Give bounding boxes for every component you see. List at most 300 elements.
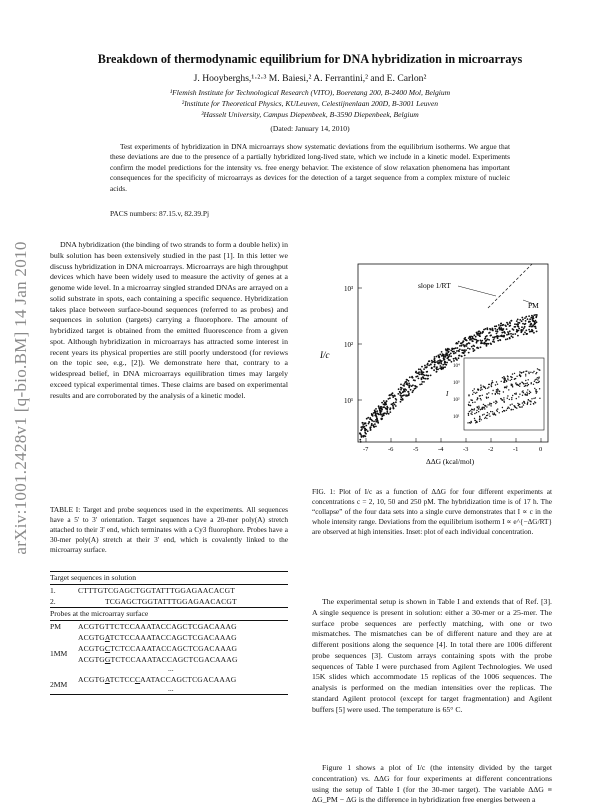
data-point bbox=[412, 384, 414, 386]
data-point bbox=[455, 352, 457, 354]
inset-data-point bbox=[496, 389, 497, 390]
inset-data-point bbox=[495, 414, 496, 415]
inset-data-point bbox=[472, 402, 473, 403]
inset-data-point bbox=[534, 401, 535, 402]
x-tick-label: -3 bbox=[463, 446, 469, 453]
data-point bbox=[480, 343, 482, 345]
inset-data-point bbox=[520, 376, 521, 377]
data-point bbox=[371, 413, 373, 415]
data-point bbox=[367, 430, 369, 432]
data-point bbox=[484, 338, 486, 340]
inset-data-point bbox=[474, 402, 475, 403]
inset-y-label: I bbox=[446, 390, 449, 398]
data-point bbox=[501, 329, 503, 331]
data-point bbox=[525, 320, 527, 322]
inset-data-point bbox=[527, 382, 528, 383]
data-point bbox=[495, 325, 497, 327]
data-point bbox=[506, 334, 508, 336]
data-point bbox=[402, 384, 404, 386]
inset-data-point bbox=[468, 413, 469, 414]
inset-data-point bbox=[488, 392, 489, 393]
inset-data-point bbox=[521, 372, 522, 373]
data-point bbox=[517, 322, 519, 324]
inset-data-point bbox=[512, 385, 513, 386]
data-point bbox=[499, 326, 501, 328]
data-point bbox=[516, 324, 518, 326]
inset-data-point bbox=[478, 390, 479, 391]
data-point bbox=[444, 358, 446, 360]
data-point bbox=[412, 390, 414, 392]
data-point bbox=[503, 335, 505, 337]
data-point bbox=[428, 360, 430, 362]
inset-data-point bbox=[497, 384, 498, 385]
data-point bbox=[371, 420, 373, 422]
table-row-1mm: 1MM ACGTGATCTCCAAATACCAGCTCGACAAAG ACGTGCTCTCCAAATACCAGCTCGACAAAG ACGTGGTCTCCAAATACCAGCTCGACAAAG ... bbox=[50, 633, 238, 673]
data-point bbox=[531, 315, 533, 317]
data-point bbox=[469, 348, 471, 350]
inset-data-point bbox=[488, 384, 489, 385]
data-point bbox=[368, 421, 370, 423]
table-row: PM ACGTGTTCTCCAAATACCAGCTCGACAAAG bbox=[50, 622, 237, 631]
data-point bbox=[472, 337, 474, 339]
inset-data-point bbox=[528, 379, 529, 380]
data-point bbox=[460, 342, 462, 344]
inset-data-point bbox=[496, 381, 497, 382]
data-point bbox=[386, 410, 388, 412]
data-point bbox=[506, 328, 508, 330]
data-point bbox=[481, 340, 483, 342]
data-point bbox=[360, 435, 362, 437]
inset-data-point bbox=[480, 409, 481, 410]
data-point bbox=[503, 331, 505, 333]
data-point bbox=[398, 388, 400, 390]
x-tick-label: -1 bbox=[513, 446, 519, 453]
right-paragraph-2: Figure 1 shows a plot of I/c (the intensity divided by the target concentration) vs. ΔΔG for four experiments at different concentrations using the setup of Table I (for the 30-mer target). The variable ΔΔG ≡ ΔG_PM − ΔG is the difference in hybridization free energies between a bbox=[312, 763, 552, 805]
inset-data-point bbox=[516, 398, 517, 399]
inset-data-point bbox=[470, 399, 471, 400]
inset-data-point bbox=[506, 381, 507, 382]
data-point bbox=[532, 330, 534, 332]
data-point bbox=[477, 340, 479, 342]
inset-data-point bbox=[483, 387, 484, 388]
data-point bbox=[453, 358, 455, 360]
inset-data-point bbox=[527, 389, 528, 390]
data-point bbox=[434, 360, 436, 362]
data-point bbox=[524, 332, 526, 334]
data-point bbox=[438, 356, 440, 358]
data-point bbox=[462, 350, 464, 352]
data-point bbox=[471, 346, 473, 348]
data-point bbox=[369, 427, 371, 429]
data-point bbox=[521, 326, 523, 328]
inset-data-point bbox=[474, 408, 475, 409]
inset-data-point bbox=[525, 394, 526, 395]
inset-data-point bbox=[486, 418, 487, 419]
data-point bbox=[492, 341, 494, 343]
inset-data-point bbox=[476, 412, 477, 413]
data-point bbox=[418, 368, 420, 370]
data-point bbox=[497, 329, 499, 331]
data-point bbox=[528, 329, 530, 331]
inset-data-point bbox=[489, 413, 490, 414]
inset-data-point bbox=[533, 371, 534, 372]
inset-data-point bbox=[490, 405, 491, 406]
inset-data-point bbox=[484, 407, 485, 408]
data-point bbox=[509, 337, 511, 339]
data-point bbox=[428, 364, 430, 366]
inset-data-point bbox=[530, 404, 531, 405]
data-point bbox=[410, 389, 412, 391]
data-point bbox=[461, 356, 463, 358]
inset-data-point bbox=[491, 382, 492, 383]
data-point bbox=[370, 429, 372, 431]
data-point bbox=[395, 405, 397, 407]
data-point bbox=[456, 359, 458, 361]
inset-data-point bbox=[529, 391, 530, 392]
data-point bbox=[521, 320, 523, 322]
inset-data-point bbox=[495, 400, 496, 401]
table-row-2mm: 2MM ACGTGATCTCCCAATACCAGCTCGACAAAG ... bbox=[50, 675, 237, 693]
data-point bbox=[426, 378, 428, 380]
data-point bbox=[523, 327, 525, 329]
inset-data-point bbox=[535, 373, 536, 374]
data-point bbox=[478, 334, 480, 336]
data-point bbox=[483, 329, 485, 331]
data-point bbox=[426, 371, 428, 373]
data-point bbox=[510, 320, 512, 322]
inset-data-point bbox=[474, 418, 475, 419]
inset-data-point bbox=[535, 379, 536, 380]
inset-data-point bbox=[476, 410, 477, 411]
inset-data-point bbox=[486, 398, 487, 399]
data-point bbox=[439, 361, 441, 363]
data-point bbox=[440, 363, 442, 365]
inset-data-point bbox=[489, 404, 490, 405]
inset-data-point bbox=[475, 420, 476, 421]
data-point bbox=[535, 327, 537, 329]
data-point bbox=[419, 384, 421, 386]
data-point bbox=[464, 351, 466, 353]
data-point bbox=[430, 375, 432, 377]
inset-data-point bbox=[472, 394, 473, 395]
data-point bbox=[380, 407, 382, 409]
data-point bbox=[439, 368, 441, 370]
inset-data-point bbox=[487, 412, 488, 413]
data-point bbox=[404, 381, 406, 383]
data-point bbox=[371, 424, 373, 426]
table-header-targets: Target sequences in solution bbox=[50, 573, 137, 582]
inset-y-tick: 10⁴ bbox=[453, 364, 460, 369]
inset-data-point bbox=[499, 412, 500, 413]
data-point bbox=[535, 317, 537, 319]
inset-data-point bbox=[538, 377, 539, 378]
inset-data-point bbox=[531, 398, 532, 399]
data-point bbox=[389, 394, 391, 396]
data-point bbox=[439, 359, 441, 361]
data-point bbox=[362, 422, 364, 424]
data-point bbox=[436, 371, 438, 373]
inset-data-point bbox=[534, 388, 535, 389]
data-point bbox=[375, 408, 377, 410]
inset-data-point bbox=[511, 379, 512, 380]
inset-data-point bbox=[479, 418, 480, 419]
x-tick-label: -6 bbox=[388, 446, 394, 453]
x-tick-label: -5 bbox=[413, 446, 419, 453]
inset-data-point bbox=[471, 409, 472, 410]
inset-data-point bbox=[522, 406, 523, 407]
inset-data-point bbox=[475, 393, 476, 394]
data-point bbox=[412, 391, 414, 393]
inset-data-point bbox=[536, 382, 537, 383]
data-point bbox=[408, 391, 410, 393]
data-point bbox=[480, 346, 482, 348]
data-point bbox=[488, 339, 490, 341]
data-point bbox=[524, 326, 526, 328]
inset-data-point bbox=[487, 388, 488, 389]
inset-data-point bbox=[482, 408, 483, 409]
data-point bbox=[423, 368, 425, 370]
inset-data-point bbox=[487, 415, 488, 416]
inset-data-point bbox=[525, 385, 526, 386]
data-point bbox=[501, 332, 503, 334]
inset-data-point bbox=[504, 387, 505, 388]
inset-data-point bbox=[511, 404, 512, 405]
inset-data-point bbox=[508, 407, 509, 408]
data-point bbox=[415, 387, 417, 389]
inset-data-point bbox=[501, 399, 502, 400]
inset-data-point bbox=[537, 368, 538, 369]
data-point bbox=[426, 366, 428, 368]
inset-data-point bbox=[472, 390, 473, 391]
data-point bbox=[509, 321, 511, 323]
data-point bbox=[536, 314, 538, 316]
sequence-table bbox=[50, 571, 288, 695]
data-point bbox=[451, 361, 453, 363]
inset-data-point bbox=[492, 393, 493, 394]
data-point bbox=[518, 328, 520, 330]
data-point bbox=[422, 376, 424, 378]
data-point bbox=[367, 417, 369, 419]
data-point bbox=[458, 341, 460, 343]
inset-data-point bbox=[507, 398, 508, 399]
inset-data-point bbox=[512, 409, 513, 410]
data-point bbox=[374, 415, 376, 417]
data-point bbox=[400, 401, 402, 403]
x-tick-label: -7 bbox=[363, 446, 369, 453]
data-point bbox=[510, 333, 512, 335]
data-point bbox=[360, 441, 362, 443]
inset-data-point bbox=[503, 399, 504, 400]
data-point bbox=[501, 335, 503, 337]
data-point bbox=[517, 319, 519, 321]
data-point bbox=[489, 328, 491, 330]
inset-data-point bbox=[509, 399, 510, 400]
inset-data-point bbox=[528, 373, 529, 374]
data-point bbox=[391, 403, 393, 405]
data-point bbox=[500, 323, 502, 325]
authors: J. Hooyberghs,¹·²·³ M. Baiesi,² A. Ferrantini,² and E. Carlon² bbox=[193, 73, 427, 84]
intro-paragraph: DNA hybridization (the binding of two strands to form a double helix) in bulk solution has been extensively studied in the past [1]. In this letter we discuss hybridization in DNA microarrays. Microarrays are high throughput devices which have been widely used to measure the activity of genes at a genome wide level. In a microarray singled stranded DNAs are arrayed on a solid substrate in spots, each containing a specific sequence. Hybridization takes place between surface-bound sequences (referred to as probes) and sequences in solution (targets) carrying a fluorophore. The amount of hybridized target is obtained from the emitted fluorescence from a given spot. Although hybridization in microarrays has attracted some interest in recent years its physical properties are still poorly understood (for reviews on the topic see, e.g., [2]). We demonstrate here that, contrary to a widespread belief, in DNA microarrays equilibration times may largely exceed typical experimental times. These claims are based on experimental results and are corroborated by the analysis of a kinetic model. bbox=[50, 240, 288, 400]
data-point bbox=[361, 428, 363, 430]
data-point bbox=[518, 326, 520, 328]
data-point bbox=[472, 340, 474, 342]
inset-data-point bbox=[518, 404, 519, 405]
data-point bbox=[461, 345, 463, 347]
data-point bbox=[376, 410, 378, 412]
data-point bbox=[433, 369, 435, 371]
data-point bbox=[438, 363, 440, 365]
inset-data-point bbox=[510, 380, 511, 381]
data-point bbox=[458, 355, 460, 357]
inset-data-point bbox=[471, 414, 472, 415]
data-point bbox=[525, 316, 527, 318]
inset-data-point bbox=[478, 406, 479, 407]
data-point bbox=[533, 326, 535, 328]
data-point bbox=[496, 333, 498, 335]
data-point bbox=[462, 340, 464, 342]
data-point bbox=[526, 333, 528, 335]
inset-data-point bbox=[479, 421, 480, 422]
inset-data-point bbox=[514, 373, 515, 374]
data-point bbox=[525, 330, 527, 332]
inset-data-point bbox=[467, 422, 468, 423]
data-point bbox=[453, 352, 455, 354]
inset-data-point bbox=[496, 402, 497, 403]
inset-data-point bbox=[533, 384, 534, 385]
inset-data-point bbox=[492, 390, 493, 391]
data-point bbox=[373, 412, 375, 414]
inset-data-point bbox=[525, 383, 526, 384]
data-point bbox=[489, 332, 491, 334]
inset-data-point bbox=[538, 382, 539, 383]
inset-data-point bbox=[481, 419, 482, 420]
data-point bbox=[414, 380, 416, 382]
data-point bbox=[442, 364, 444, 366]
data-point bbox=[451, 348, 453, 350]
data-point bbox=[495, 330, 497, 332]
data-point bbox=[392, 405, 394, 407]
inset-data-point bbox=[476, 399, 477, 400]
inset-data-point bbox=[510, 376, 511, 377]
data-point bbox=[424, 378, 426, 380]
paper-title: Breakdown of thermodynamic equilibrium for DNA hybridization in microarrays bbox=[97, 52, 523, 66]
data-point bbox=[369, 417, 371, 419]
data-point bbox=[503, 328, 505, 330]
inset-data-point bbox=[525, 374, 526, 375]
inset-data-point bbox=[520, 407, 521, 408]
data-point bbox=[421, 381, 423, 383]
inset-data-point bbox=[533, 398, 534, 399]
inset-data-point bbox=[469, 405, 470, 406]
inset-y-tick: 10¹ bbox=[453, 415, 460, 420]
data-point bbox=[400, 393, 402, 395]
inset-data-point bbox=[533, 403, 534, 404]
inset-data-point bbox=[527, 385, 528, 386]
inset-data-point bbox=[469, 411, 470, 412]
data-point bbox=[505, 339, 507, 341]
data-point bbox=[528, 315, 530, 317]
data-point bbox=[395, 399, 397, 401]
inset-data-point bbox=[492, 411, 493, 412]
data-point bbox=[420, 369, 422, 371]
inset-data-point bbox=[503, 397, 504, 398]
inset-data-point bbox=[535, 397, 536, 398]
data-point bbox=[375, 421, 377, 423]
pacs-numbers: PACS numbers: 87.15.v, 82.39.Pj bbox=[110, 209, 210, 218]
inset-data-point bbox=[511, 399, 512, 400]
data-point bbox=[386, 413, 388, 415]
x-tick-label: 0 bbox=[539, 446, 543, 453]
data-point bbox=[496, 336, 498, 338]
data-point bbox=[452, 351, 454, 353]
inset-data-point bbox=[503, 391, 504, 392]
inset-data-point bbox=[474, 413, 475, 414]
data-point bbox=[483, 342, 485, 344]
data-point bbox=[388, 398, 390, 400]
data-point bbox=[433, 358, 435, 360]
data-point bbox=[529, 318, 531, 320]
data-point bbox=[445, 355, 447, 357]
inset-data-point bbox=[477, 407, 478, 408]
inset-data-point bbox=[487, 404, 488, 405]
data-point bbox=[415, 372, 417, 374]
data-point bbox=[416, 386, 418, 388]
data-point bbox=[393, 395, 395, 397]
data-point bbox=[424, 365, 426, 367]
affiliation: ²Institute for Theoretical Physics, KULeuven, Celestijnenlaan 200D, B-3001 Leuven bbox=[181, 99, 439, 108]
data-point bbox=[415, 376, 417, 378]
data-point bbox=[521, 317, 523, 319]
inset-data-point bbox=[481, 389, 482, 390]
data-point bbox=[408, 383, 410, 385]
data-point bbox=[414, 385, 416, 387]
data-point bbox=[401, 399, 403, 401]
data-point bbox=[497, 337, 499, 339]
inset-data-point bbox=[537, 377, 538, 378]
data-point bbox=[446, 350, 448, 352]
data-point bbox=[458, 357, 460, 359]
inset-data-point bbox=[480, 387, 481, 388]
table-caption: TABLE I: Target and probe sequences used in the experiments. All sequences have a 5' to 3' orientation. Target sequences have a 20-mer poly(A) stretch attached to their 3' end, which terminates with a Cy3 fluorophore. Probes have a 30-mer poly(A) stretch at their 3' end, which is covalently linked to the microarray surface. bbox=[50, 505, 288, 554]
data-point bbox=[528, 321, 530, 323]
data-point bbox=[359, 439, 361, 441]
data-point bbox=[472, 348, 474, 350]
inset-data-point bbox=[497, 411, 498, 412]
inset-data-point bbox=[484, 408, 485, 409]
data-point bbox=[375, 419, 377, 421]
data-point bbox=[473, 345, 475, 347]
slope-line bbox=[488, 264, 532, 308]
inset-data-point bbox=[522, 402, 523, 403]
data-point bbox=[405, 389, 407, 391]
data-point bbox=[458, 350, 460, 352]
inset-data-point bbox=[515, 383, 516, 384]
data-point bbox=[504, 325, 506, 327]
data-point bbox=[502, 324, 504, 326]
data-point bbox=[404, 391, 406, 393]
data-point bbox=[482, 331, 484, 333]
data-point bbox=[383, 406, 385, 408]
inset-y-tick: 10³ bbox=[453, 381, 460, 386]
data-point bbox=[389, 411, 391, 413]
inset-data-point bbox=[478, 411, 479, 412]
data-point bbox=[445, 361, 447, 363]
inset-data-point bbox=[483, 404, 484, 405]
inset-data-point bbox=[525, 371, 526, 372]
inset-frame bbox=[464, 358, 544, 430]
inset-data-point bbox=[480, 390, 481, 391]
y-tick-label: 10¹ bbox=[344, 397, 354, 405]
